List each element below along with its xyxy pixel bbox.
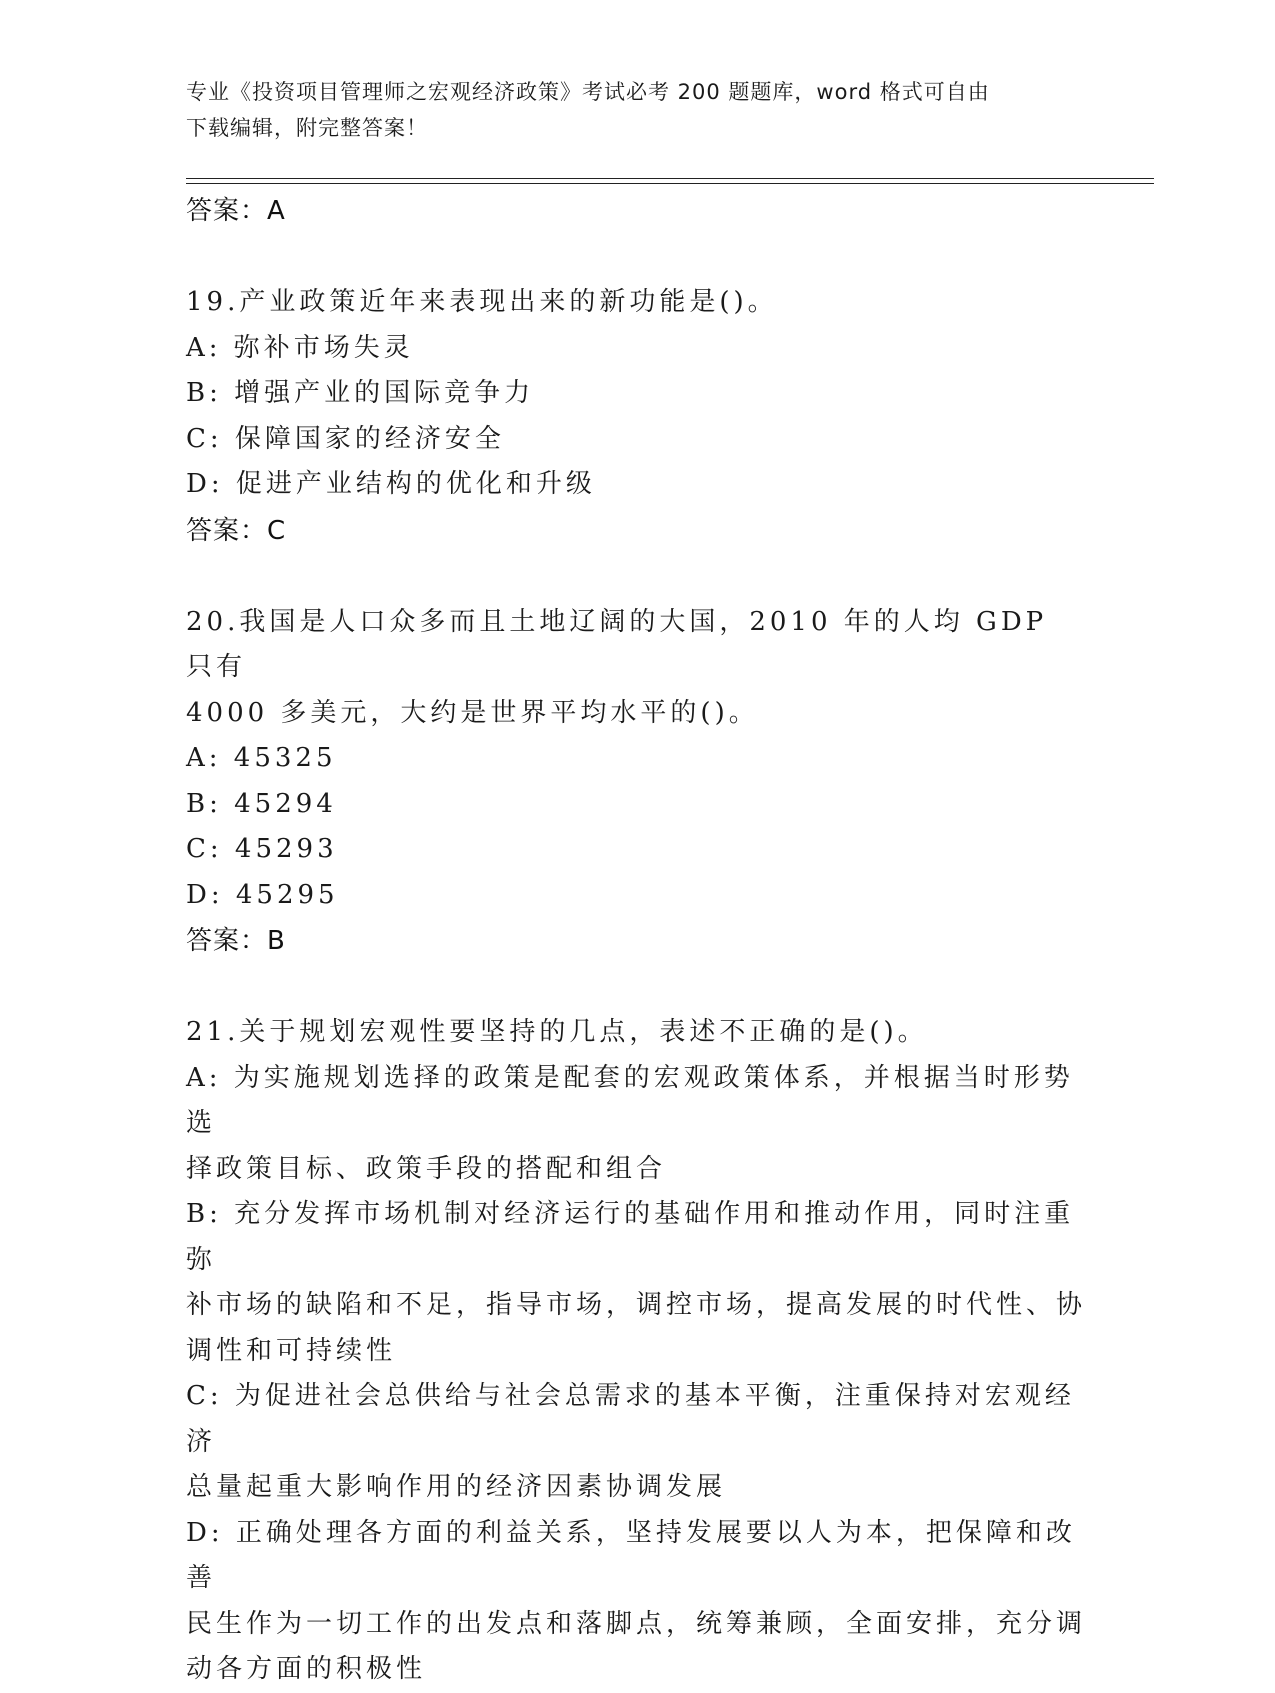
header-line-1: 专业《投资项目管理师之宏观经济政策》考试必考 200 题题库，word 格式可自由 (186, 80, 990, 104)
question-block-21 (186, 1010, 1086, 1693)
question-list (186, 188, 1086, 1693)
option-a: A: 弥补市场失灵 (186, 332, 414, 363)
option-c-line-1: C: 为促进社会总供给与社会总需求的基本平衡，注重保持对宏观经济 (186, 1381, 1075, 1457)
option-a-line-2: 择政策目标、政策手段的搭配和组合 (186, 1153, 667, 1184)
spacer (186, 554, 1086, 600)
option-a-line-1: A: 为实施规划选择的政策是配套的宏观政策体系，并根据当时形势选 (186, 1062, 1074, 1138)
option-a: A: 45325 (186, 743, 337, 773)
header-divider-top (186, 178, 1154, 179)
answer-label: 答案：C (186, 515, 287, 546)
option-d-line-1: D: 正确处理各方面的利益关系，坚持发展要以人为本，把保障和改善 (186, 1517, 1076, 1593)
question-block-20 (186, 600, 1086, 965)
option-d: D: 促进产业结构的优化和升级 (186, 469, 596, 499)
option-c-line-2: 总量起重大影响作用的经济因素协调发展 (186, 1472, 727, 1502)
page-header (186, 74, 1066, 146)
answer-label: 答案：B (186, 926, 286, 956)
question-block-19 (186, 280, 1086, 554)
option-b-line-3: 调性和可持续性 (186, 1335, 397, 1366)
option-c: C: 保障国家的经济安全 (186, 423, 505, 454)
option-b: B: 45294 (186, 788, 337, 819)
header-divider-bottom (186, 183, 1154, 184)
question-text: 21.关于规划宏观性要坚持的几点，表述不正确的是()。 (186, 1017, 928, 1047)
option-d-line-3: 动各方面的积极性 (186, 1654, 427, 1684)
header-line-2: 下载编辑，附完整答案！ (186, 116, 428, 140)
question-text: 19.产业政策近年来表现出来的新功能是()。 (186, 287, 778, 317)
option-b: B: 增强产业的国际竞争力 (186, 378, 535, 408)
question-text-line-2: 4000 多美元，大约是世界平均水平的()。 (186, 697, 759, 728)
option-c: C: 45293 (186, 834, 338, 864)
question-text-line-1: 20.我国是人口众多而且土地辽阔的大国，2010 年的人均 GDP 只有 (186, 606, 1048, 682)
option-b-line-2: 补市场的缺陷和不足，指导市场，调控市场，提高发展的时代性、协 (186, 1290, 1087, 1320)
answer-label: 答案：A (186, 196, 286, 226)
option-b-line-1: B: 充分发挥市场机制对经济运行的基础作用和推动作用，同时注重弥 (186, 1199, 1075, 1275)
option-d: D: 45295 (186, 879, 339, 910)
spacer (186, 964, 1086, 1010)
option-d-line-2: 民生作为一切工作的出发点和落脚点，统筹兼顾，全面安排，充分调 (186, 1608, 1087, 1639)
spacer (186, 234, 1086, 280)
